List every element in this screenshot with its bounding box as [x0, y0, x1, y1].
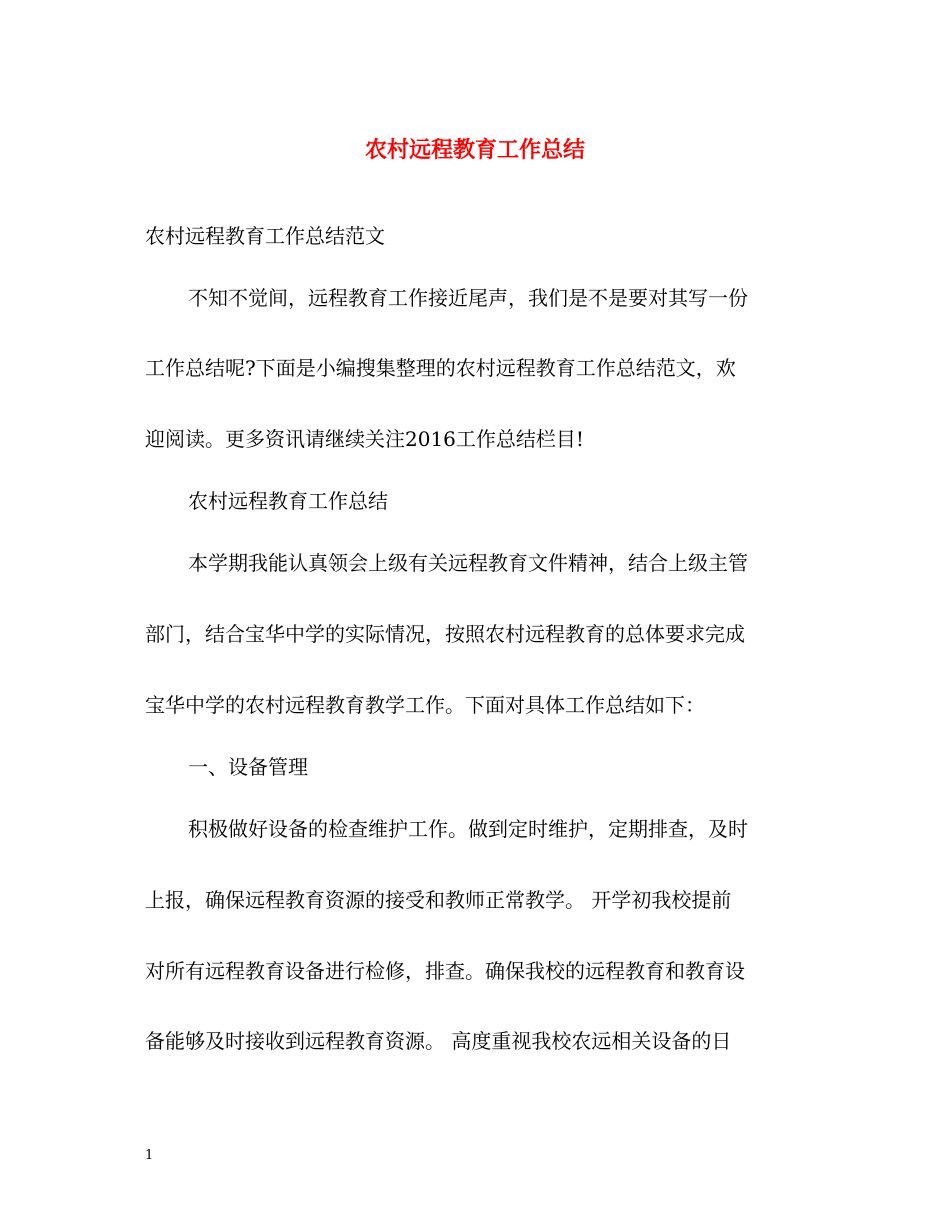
- document-subtitle: 农村远程教育工作总结范文: [145, 224, 385, 248]
- paragraph-line: 对所有远程教育设备进行检修，排查。确保我校的远程教育和教育设: [145, 959, 745, 983]
- paragraph-line: 宝华中学的农村远程教育教学工作。下面对具体工作总结如下：: [145, 693, 705, 717]
- paragraph-line: 本学期我能认真领会上级有关远程教育文件精神，结合上级主管: [188, 551, 748, 575]
- paragraph-line: 部门，结合宝华中学的实际情况，按照农村远程教育的总体要求完成: [145, 622, 745, 646]
- page-number: 1: [145, 1148, 154, 1163]
- paragraph-line: 积极做好设备的检查维护工作。做到定时维护，定期排查，及时: [188, 817, 748, 841]
- paragraph-line: 上报，确保远程教育资源的接受和教师正常教学。 开学初我校提前: [145, 888, 732, 912]
- paragraph-line: 备能够及时接收到远程教育资源。 高度重视我校农远相关设备的日: [145, 1029, 732, 1053]
- section-heading: 一、设备管理: [188, 755, 308, 779]
- paragraph-line: 工作总结呢?下面是小编搜集整理的农村远程教育工作总结范文，欢: [145, 356, 736, 380]
- paragraph-line: 迎阅读。更多资讯请继续关注2016工作总结栏目!: [145, 427, 584, 451]
- document-title: 农村远程教育工作总结: [364, 137, 585, 163]
- section-heading: 农村远程教育工作总结: [188, 489, 388, 513]
- paragraph-line: 不知不觉间，远程教育工作接近尾声，我们是不是要对其写一份: [188, 286, 748, 310]
